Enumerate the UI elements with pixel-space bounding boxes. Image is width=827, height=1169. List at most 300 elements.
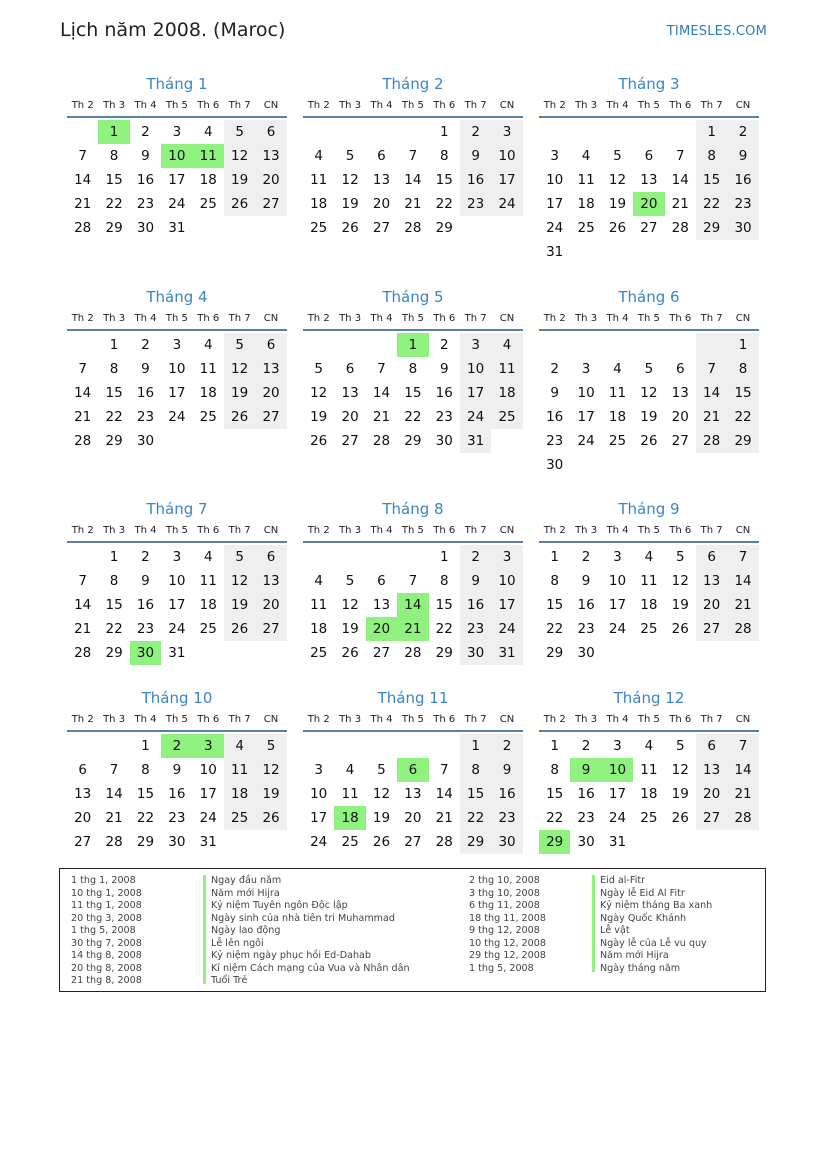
month-block: [67, 686, 287, 854]
day-cell: 21: [74, 196, 92, 212]
day-cell: 15: [105, 172, 123, 188]
weekday-label: Th 5: [401, 525, 424, 536]
day-cell: 4: [491, 333, 522, 357]
day-cell: 28: [372, 433, 391, 449]
day-cell: 31: [608, 834, 627, 850]
day-cell: 10: [546, 172, 564, 188]
month-block: [67, 285, 287, 453]
day-cell: 26: [224, 617, 255, 641]
day-cell: 11: [341, 786, 359, 802]
site-link[interactable]: TIMESLES.COM: [666, 24, 767, 39]
day-cell: 6: [696, 545, 727, 569]
day-cell: 10: [460, 357, 491, 381]
weekday-header: [67, 309, 287, 331]
empty-cell: [193, 216, 224, 240]
day-cell: 9: [491, 758, 522, 782]
day-cell: 3: [460, 333, 491, 357]
weekday-label: Th 7: [228, 525, 251, 536]
day-cell: 14: [74, 597, 92, 613]
day-cell: 1: [109, 549, 119, 565]
day-cell: 19: [224, 593, 255, 617]
day-cell: 18: [199, 385, 217, 401]
day-cell: 17: [199, 786, 217, 802]
week-row: [539, 192, 759, 216]
day-cell: 21: [696, 405, 727, 429]
day-cell: 21: [404, 196, 422, 212]
day-cell: 24: [608, 810, 627, 826]
empty-cell: [67, 734, 98, 758]
day-cell: 17: [546, 196, 564, 212]
holiday-day-cell: 14: [397, 593, 428, 617]
day-cell: 26: [224, 192, 255, 216]
day-cell: 22: [136, 810, 155, 826]
day-cell: 16: [435, 385, 453, 401]
week-row: [539, 734, 759, 758]
legend-date: 2 thg 10, 2008: [469, 875, 540, 886]
day-cell: 26: [671, 810, 689, 826]
day-cell: 5: [675, 738, 685, 754]
day-cell: 5: [675, 549, 685, 565]
day-cell: 18: [577, 196, 595, 212]
day-cell: 20: [255, 593, 286, 617]
day-cell: 17: [491, 168, 522, 192]
day-cell: 16: [168, 786, 186, 802]
day-cell: 12: [224, 144, 255, 168]
weekday-label: CN: [263, 313, 279, 324]
day-cell: 10: [168, 573, 186, 589]
day-cell: 27: [255, 405, 286, 429]
day-cell: 11: [640, 573, 658, 589]
day-cell: 24: [491, 192, 522, 216]
empty-cell: [602, 641, 633, 665]
day-cell: 19: [640, 409, 658, 425]
weekday-label: Th 3: [575, 525, 598, 536]
empty-cell: [727, 830, 758, 854]
day-cell: 23: [136, 621, 155, 637]
day-grid: [67, 545, 287, 665]
day-cell: 4: [345, 762, 355, 778]
day-cell: 8: [439, 573, 449, 589]
empty-cell: [193, 641, 224, 665]
day-cell: 27: [640, 220, 658, 236]
week-row: [67, 192, 287, 216]
day-cell: 7: [696, 357, 727, 381]
weekday-header: [539, 309, 759, 331]
day-cell: 16: [460, 168, 491, 192]
day-cell: 2: [460, 120, 491, 144]
day-cell: 8: [141, 762, 150, 778]
week-row: [303, 545, 523, 569]
empty-cell: [334, 734, 365, 758]
day-cell: 29: [435, 220, 453, 236]
weekday-label: Th 3: [339, 100, 362, 111]
week-row: [539, 758, 759, 782]
weekday-label: Th 6: [669, 100, 692, 111]
day-cell: 17: [460, 381, 491, 405]
day-cell: 8: [460, 758, 491, 782]
empty-cell: [255, 641, 286, 665]
day-cell: 9: [460, 144, 491, 168]
day-cell: 30: [577, 834, 595, 850]
legend-date: 29 thg 12, 2008: [469, 950, 546, 961]
week-row: [303, 617, 523, 641]
weekday-label: Th 3: [339, 714, 362, 725]
day-cell: 27: [696, 617, 727, 641]
weekday-label: Th 5: [637, 714, 660, 725]
weekday-label: Th 2: [307, 525, 330, 536]
day-cell: 13: [255, 357, 286, 381]
day-cell: 17: [168, 385, 186, 401]
empty-cell: [665, 641, 696, 665]
day-cell: 18: [640, 786, 658, 802]
day-cell: 25: [608, 433, 627, 449]
week-row: [67, 641, 287, 665]
week-row: [539, 453, 759, 477]
week-row: [539, 333, 759, 357]
legend-date: 20 thg 8, 2008: [71, 962, 142, 974]
holiday-day-cell: 20: [633, 192, 664, 216]
empty-cell: [303, 734, 334, 758]
legend-names-right: [600, 875, 712, 975]
week-row: [303, 806, 523, 830]
week-row: [67, 216, 287, 240]
day-cell: 29: [136, 834, 155, 850]
day-cell: 11: [199, 573, 217, 589]
day-cell: 25: [199, 409, 217, 425]
holiday-day-cell: 10: [161, 144, 192, 168]
weekday-label: Th 3: [339, 525, 362, 536]
empty-cell: [67, 120, 98, 144]
day-cell: 15: [546, 597, 564, 613]
month-block: [539, 72, 759, 264]
weekday-header: [539, 521, 759, 543]
weekday-label: Th 7: [228, 714, 251, 725]
day-cell: 14: [404, 172, 422, 188]
day-cell: 17: [608, 786, 627, 802]
empty-cell: [696, 240, 727, 264]
empty-cell: [161, 429, 192, 453]
day-cell: 26: [608, 220, 627, 236]
weekday-label: Th 6: [197, 313, 220, 324]
weekday-label: CN: [499, 100, 515, 111]
day-cell: 12: [671, 762, 689, 778]
day-cell: 16: [727, 168, 758, 192]
weekday-header: [539, 710, 759, 732]
day-cell: 5: [224, 333, 255, 357]
day-cell: 8: [109, 573, 119, 589]
day-cell: 24: [168, 196, 186, 212]
week-row: [67, 120, 287, 144]
empty-cell: [696, 453, 727, 477]
empty-cell: [303, 333, 334, 357]
page-title: Lịch năm 2008. (Maroc): [60, 19, 286, 41]
week-row: [539, 216, 759, 240]
day-cell: 12: [608, 172, 627, 188]
day-cell: 25: [640, 621, 658, 637]
day-cell: 4: [203, 549, 213, 565]
empty-cell: [303, 120, 334, 144]
day-cell: 29: [105, 645, 123, 661]
day-cell: 24: [577, 433, 595, 449]
empty-cell: [696, 641, 727, 665]
empty-cell: [397, 545, 428, 569]
empty-cell: [633, 240, 664, 264]
empty-cell: [334, 333, 365, 357]
empty-cell: [570, 453, 601, 477]
day-cell: 27: [255, 617, 286, 641]
day-cell: 14: [372, 385, 391, 401]
weekday-label: Th 7: [700, 525, 723, 536]
month-block: [303, 285, 523, 453]
month-name: Tháng 12: [613, 689, 685, 707]
empty-cell: [255, 830, 286, 854]
weekday-label: CN: [263, 714, 279, 725]
day-cell: 14: [435, 786, 453, 802]
day-cell: 27: [404, 834, 422, 850]
holiday-day-cell: 18: [334, 806, 365, 830]
month-name: Tháng 1: [146, 75, 208, 93]
day-cell: 22: [727, 405, 758, 429]
day-cell: 10: [168, 361, 186, 377]
day-cell: 7: [439, 762, 449, 778]
day-cell: 27: [372, 220, 391, 236]
legend-holiday-name: Kỷ niệm ngày phục hồi Ed-Dahab: [211, 950, 372, 961]
day-cell: 15: [105, 597, 123, 613]
day-cell: 18: [310, 196, 328, 212]
day-cell: 17: [168, 172, 186, 188]
day-cell: 23: [460, 192, 491, 216]
week-row: [67, 806, 287, 830]
day-cell: 31: [491, 641, 522, 665]
day-cell: 29: [460, 830, 491, 854]
week-row: [539, 830, 759, 854]
empty-cell: [224, 641, 255, 665]
day-cell: 30: [546, 457, 564, 473]
day-cell: 26: [671, 621, 689, 637]
month-name: Tháng 11: [377, 689, 449, 707]
day-cell: 22: [105, 196, 123, 212]
empty-cell: [366, 734, 397, 758]
day-cell: 27: [341, 433, 359, 449]
day-cell: 28: [105, 834, 123, 850]
day-cell: 15: [696, 168, 727, 192]
week-row: [303, 168, 523, 192]
day-cell: 18: [224, 782, 255, 806]
day-cell: 4: [203, 124, 213, 140]
day-cell: 13: [372, 172, 391, 188]
day-cell: 14: [105, 786, 123, 802]
holiday-day-cell: 1: [397, 333, 428, 357]
day-cell: 30: [727, 216, 758, 240]
day-cell: 3: [581, 361, 591, 377]
day-cell: 23: [491, 806, 522, 830]
weekday-label: Th 2: [71, 714, 94, 725]
weekday-label: Th 3: [575, 313, 598, 324]
day-cell: 11: [608, 385, 627, 401]
day-cell: 25: [224, 806, 255, 830]
day-cell: 14: [727, 569, 758, 593]
day-cell: 24: [199, 810, 217, 826]
day-cell: 26: [341, 645, 359, 661]
day-cell: 30: [435, 433, 453, 449]
day-cell: 22: [404, 409, 422, 425]
week-row: [303, 734, 523, 758]
day-cell: 5: [644, 361, 654, 377]
day-cell: 5: [377, 762, 386, 778]
holiday-day-cell: 9: [570, 758, 601, 782]
week-row: [303, 830, 523, 854]
day-cell: 16: [136, 172, 155, 188]
weekday-label: Th 2: [71, 313, 94, 324]
weekday-label: CN: [735, 313, 751, 324]
day-cell: 5: [314, 361, 323, 377]
day-grid: [539, 333, 759, 477]
day-cell: 29: [546, 645, 564, 661]
day-cell: 15: [435, 172, 453, 188]
empty-cell: [633, 120, 664, 144]
day-cell: 28: [727, 806, 758, 830]
day-cell: 7: [377, 361, 386, 377]
weekday-label: Th 4: [134, 714, 157, 725]
day-cell: 26: [224, 405, 255, 429]
day-cell: 5: [345, 148, 355, 164]
week-row: [539, 641, 759, 665]
week-row: [539, 381, 759, 405]
empty-cell: [665, 830, 696, 854]
day-cell: 24: [460, 405, 491, 429]
weekday-label: CN: [263, 100, 279, 111]
month-name: Tháng 9: [618, 500, 680, 518]
day-cell: 26: [255, 806, 286, 830]
day-cell: 29: [105, 220, 123, 236]
weekday-header: [539, 96, 759, 118]
legend-holiday-name: Năm mới Hijra: [211, 887, 280, 899]
day-cell: 9: [172, 762, 182, 778]
day-cell: 4: [644, 549, 654, 565]
week-row: [539, 806, 759, 830]
day-cell: 9: [439, 361, 449, 377]
weekday-label: Th 6: [433, 714, 456, 725]
day-cell: 20: [255, 381, 286, 405]
legend-holiday-name: Lễ lên ngôi: [211, 937, 264, 949]
day-cell: 19: [224, 168, 255, 192]
day-cell: 22: [460, 806, 491, 830]
week-row: [67, 545, 287, 569]
legend-date: 1 thg 5, 2008: [469, 962, 534, 974]
empty-cell: [224, 830, 255, 854]
week-row: [303, 192, 523, 216]
legend-holiday-name: Ngày tháng năm: [600, 962, 681, 974]
empty-cell: [539, 120, 570, 144]
day-cell: 7: [727, 545, 758, 569]
weekday-label: CN: [499, 313, 515, 324]
day-cell: 26: [640, 433, 658, 449]
day-cell: 3: [491, 120, 522, 144]
day-cell: 9: [460, 569, 491, 593]
day-cell: 18: [491, 381, 522, 405]
day-cell: 28: [74, 645, 92, 661]
day-cell: 21: [435, 810, 453, 826]
weekday-label: Th 4: [606, 100, 629, 111]
day-cell: 28: [74, 220, 92, 236]
week-row: [67, 569, 287, 593]
day-grid: [303, 545, 523, 665]
weekday-label: Th 7: [464, 525, 487, 536]
day-cell: 15: [404, 385, 422, 401]
day-cell: 4: [224, 734, 255, 758]
legend-holiday-name: Kỉ niệm Cách mạng của Vua và Nhân dân: [211, 962, 410, 974]
week-row: [539, 405, 759, 429]
day-cell: 1: [439, 549, 449, 565]
weekday-label: Th 4: [370, 525, 393, 536]
day-cell: 5: [613, 148, 622, 164]
day-cell: 21: [372, 409, 391, 425]
empty-cell: [602, 453, 633, 477]
empty-cell: [665, 120, 696, 144]
day-cell: 14: [727, 758, 758, 782]
holiday-day-cell: 21: [397, 617, 428, 641]
weekday-label: Th 7: [700, 313, 723, 324]
day-cell: 9: [141, 573, 150, 589]
weekday-label: Th 4: [134, 100, 157, 111]
weekday-label: Th 3: [339, 313, 362, 324]
empty-cell: [633, 641, 664, 665]
empty-cell: [255, 216, 286, 240]
day-cell: 6: [78, 762, 87, 778]
weekday-label: Th 5: [401, 313, 424, 324]
day-cell: 23: [577, 810, 595, 826]
day-cell: 9: [727, 144, 758, 168]
day-cell: 16: [577, 786, 595, 802]
day-cell: 19: [671, 597, 689, 613]
day-cell: 4: [613, 361, 622, 377]
day-cell: 24: [310, 834, 328, 850]
day-cell: 13: [404, 786, 422, 802]
day-cell: 29: [404, 433, 422, 449]
legend-holiday-name: Ngày lễ của Lễ vu quy: [600, 937, 707, 949]
day-cell: 23: [460, 617, 491, 641]
weekday-label: Th 5: [165, 100, 188, 111]
day-cell: 31: [546, 244, 564, 260]
day-cell: 16: [491, 782, 522, 806]
week-row: [303, 758, 523, 782]
week-row: [303, 333, 523, 357]
day-cell: 7: [675, 148, 685, 164]
month-block: [539, 285, 759, 477]
day-grid: [67, 120, 287, 240]
day-cell: 8: [408, 361, 418, 377]
day-cell: 4: [314, 573, 323, 589]
day-cell: 29: [727, 429, 758, 453]
day-cell: 12: [341, 172, 359, 188]
day-grid: [303, 734, 523, 854]
day-cell: 13: [74, 786, 92, 802]
day-cell: 23: [435, 409, 453, 425]
day-cell: 17: [310, 810, 328, 826]
month-name: Tháng 6: [618, 288, 680, 306]
day-cell: 31: [199, 834, 217, 850]
day-cell: 5: [224, 545, 255, 569]
empty-cell: [665, 240, 696, 264]
day-cell: 16: [577, 597, 595, 613]
weekday-label: Th 6: [433, 313, 456, 324]
day-cell: 22: [435, 196, 453, 212]
day-cell: 22: [546, 810, 564, 826]
day-cell: 6: [255, 545, 286, 569]
day-cell: 9: [141, 361, 150, 377]
day-cell: 3: [172, 549, 182, 565]
day-cell: 1: [439, 124, 449, 140]
